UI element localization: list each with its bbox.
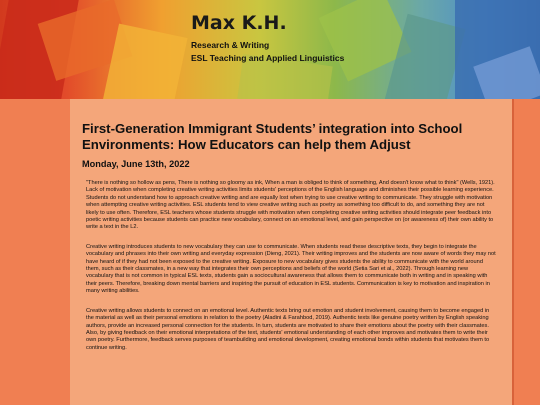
site-subtitle-esl: ESL Teaching and Applied Linguistics (191, 53, 345, 63)
site-title: Max K.H. (191, 12, 287, 34)
post-date: Monday, June 13th, 2022 (82, 159, 190, 169)
post-content (70, 99, 512, 405)
sidebar-divider (0, 99, 63, 405)
post-paragraph: Creative writing introduces students to new vocabulary they can use to communicate. When students read these descriptive texts, they begin to integrate the vocabulary and phrases into their own writing and everyday expression (Dieng, 2021). Their writing improves and the students are now aware of words they may not have heard of if they had not been exposed to the creative writing. Exposure to new vocabulary gives students the ability to communicate with the world around them, such as their classmates, in a new way that integrates their own perceptions and beliefs of the world (Setia Sari et al., 2022). Through learning new vocabulary that is not common in typical ESL texts, students gain a sociocultural awareness that allows them to communicate both in writing and in speaking with their peers. Therefore, breaking down mental barriers and inspiring the pursuit of education in ESL students. Communication is key to motivation and inspiration in many writing abilities. (86, 243, 496, 295)
header-banner (0, 0, 540, 99)
post-title: First-Generation Immigrant Students’ integration into School Environments: How Educators can help them Adjust (82, 121, 463, 152)
post-paragraph: "There is nothing so hollow as pens, There is nothing so gloomy as ink, When a man is obliged to think of something, And doesn't know what to think" (Wells, 1921). Lack of motivation when completing creative writing activities limits students' perceptions of the English language and diminishes their possible learning experience. Students do not understand how to approach creative writing and are equally lost when trying to use creative writing to communicate. They struggle with motivation when attempting creative writing activities. ESL students tend to view creative writing such as poetry as something too difficult to do, and something they are not likely to use often. Therefore, ESL teachers whose students struggle with motivation when completing creative writing activities should integrate peer feedback into poetic writing activities because students can practice new vocabulary, connect on an emotional level, and gain perspective on (or awareness of) their own ability to write a text in the L2. (86, 180, 495, 231)
right-margin-strip (512, 99, 540, 405)
post-paragraph: Creative writing allows students to connect on an emotional level. Authentic texts bring out emotion and student involvement, causing them to become engaged in the material as well as their personal emotions in relation to the poetry (Aladini & Farahbod, 2019). Authentic texts like genuine poetry written by English speaking authors, provide an increased personal connection for the students. In turn, students are motivated to share their emotions about the poetry with their classmates. Also, by giving feedback on their emotional interpretations of the text, students' emotional understanding of each other improves and motivates them to write their own poetry. Furthermore, feedback serves purposes of teambuilding and emotional development, creating emotional bonds within students that motivates them to continue writing. (86, 307, 490, 351)
site-subtitle-research: Research & Writing (191, 40, 270, 50)
